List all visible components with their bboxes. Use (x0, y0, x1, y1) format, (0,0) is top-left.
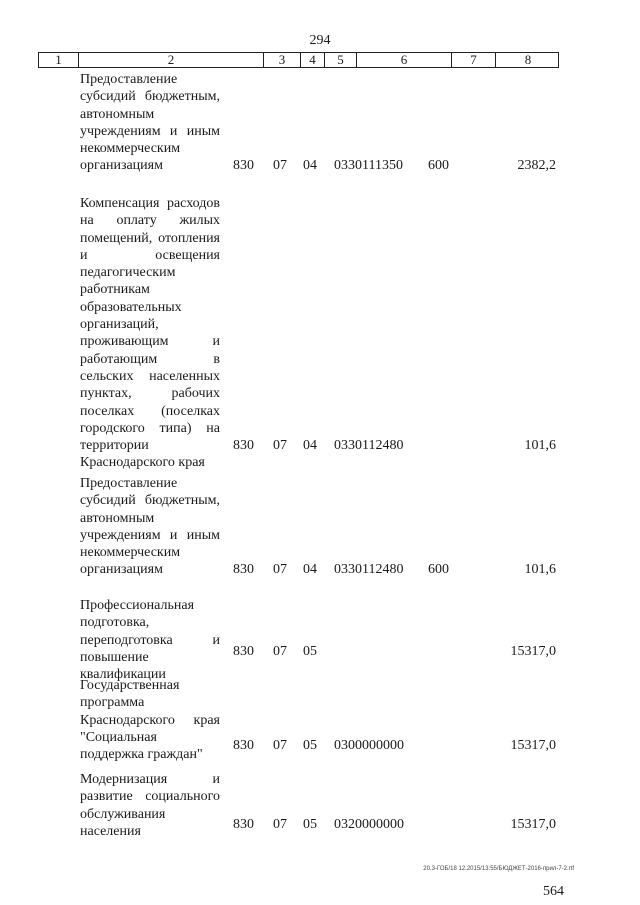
row-2-section: 07 (273, 438, 287, 453)
row-5-description: Государственная программа Краснодарского края "Социальная поддержка граждан" (80, 678, 220, 763)
row-1-amount: 2382,2 (517, 158, 556, 173)
row-3-description: Предоставление субсидий бюджетным, автономным учреждениям и иным некоммерческим организациям (80, 476, 220, 578)
row-2-description: Компенсация расходов на оплату жилых помещений, отопления и освещения педагогическим работникам образовательных организаций, проживающим и работающим в сельских населенных пунктах, рабочих поселках (поселках городского типа) на территории Краснодарского края (80, 196, 220, 471)
row-3-amount: 101,6 (524, 562, 556, 577)
row-4-amount: 15317,0 (510, 644, 556, 659)
header-col-3: 3 (264, 53, 301, 67)
row-6-target: 0320000000 (334, 817, 404, 832)
row-6-description: Модернизация и развитие социального обслуживания населения (80, 772, 220, 839)
row-1-section: 07 (273, 158, 287, 173)
row-3-code: 830 (233, 562, 254, 577)
row-3-target: 0330112480 (334, 562, 404, 577)
row-4-description: Профессиональная подготовка, переподготовка и повышение квалификации (80, 598, 220, 683)
header-col-2: 2 (79, 53, 264, 67)
header-col-8: 8 (524, 52, 532, 67)
row-5-section: 07 (273, 738, 287, 753)
row-3-expense-type: 600 (428, 562, 449, 577)
sheet-number: 564 (543, 884, 564, 899)
row-2-code: 830 (233, 438, 254, 453)
row-1-code: 830 (233, 158, 254, 173)
row-4-subsection: 05 (303, 644, 317, 659)
header-col-6: 6 (357, 53, 452, 67)
row-1-expense-type: 600 (428, 158, 449, 173)
header-col-4: 4 (301, 53, 325, 67)
row-4-code: 830 (233, 644, 254, 659)
row-1-subsection: 04 (303, 158, 317, 173)
row-6-amount: 15317,0 (510, 817, 556, 832)
row-6-section: 07 (273, 817, 287, 832)
row-6-code: 830 (233, 817, 254, 832)
row-5-subsection: 05 (303, 738, 317, 753)
row-3-subsection: 04 (303, 562, 317, 577)
row-4-section: 07 (273, 644, 287, 659)
header-col-5: 5 (325, 53, 357, 67)
row-1-description: Предоставление субсидий бюджетным, автономным учреждениям и иным некоммерческим организациям (80, 72, 220, 174)
row-1-target: 0330111350 (334, 158, 403, 173)
row-5-amount: 15317,0 (510, 738, 556, 753)
header-col-7: 7 (452, 53, 496, 67)
row-5-code: 830 (233, 738, 254, 753)
row-2-subsection: 04 (303, 438, 317, 453)
table-header-row (38, 52, 559, 68)
row-3-section: 07 (273, 562, 287, 577)
header-col-1: 1 (39, 53, 79, 67)
row-5-target: 0300000000 (334, 738, 404, 753)
row-2-target: 0330112480 (334, 438, 404, 453)
row-2-amount: 101,6 (524, 438, 556, 453)
page-number: 294 (309, 33, 331, 48)
row-6-subsection: 05 (303, 817, 317, 832)
footer-file-stamp: 20.3-ГОБ/18 12.2015/13:55/БЮДЖЕТ-2016-прил-7-2.rtf (423, 866, 574, 872)
